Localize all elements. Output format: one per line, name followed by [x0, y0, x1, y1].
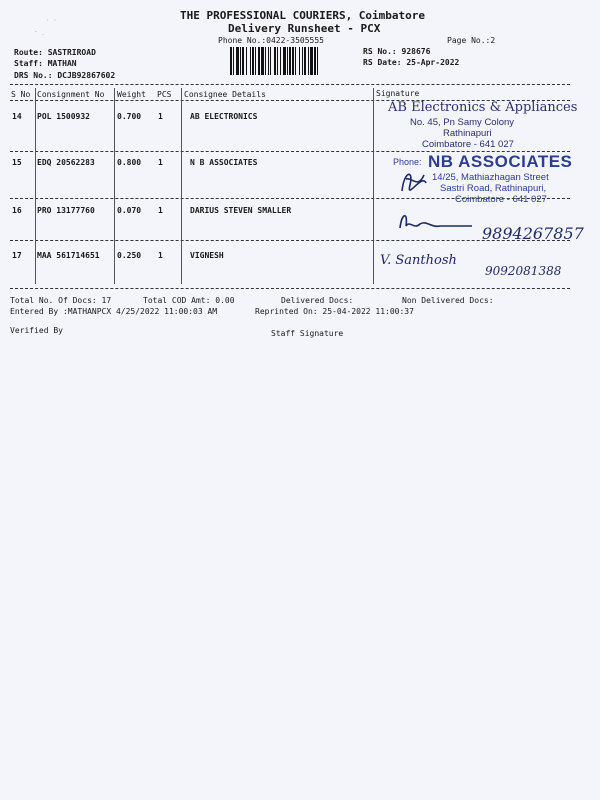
column-divider — [373, 88, 374, 284]
stamp-address-line: Sastri Road, Rathinapuri, — [440, 183, 547, 194]
row-pcs: 1 — [158, 251, 163, 260]
non-delivered-docs: Non Delivered Docs: — [402, 296, 494, 305]
col-header-pcs: PCS — [157, 90, 172, 99]
handwritten-phone: 9092081388 — [485, 264, 562, 278]
row-consignee: VIGNESH — [190, 251, 224, 260]
handwritten-signature: V. Santhosh — [380, 253, 457, 268]
runsheet-title: Delivery Runsheet - PCX — [228, 22, 381, 35]
stamp-address-line: Rathinapuri — [443, 128, 492, 139]
stamp-company-name: AB Electronics & Appliances — [388, 100, 578, 115]
route-label: Route: SASTRIROAD — [14, 48, 96, 57]
signature-scribble-icon — [396, 208, 476, 234]
handwritten-phone: 9894267857 — [482, 224, 584, 243]
staff-label: Staff: MATHAN — [14, 59, 77, 68]
col-header-signature: Signature — [376, 89, 420, 98]
total-cod-amount: Total COD Amt: 0.00 — [143, 296, 235, 305]
row-weight: 0.070 — [117, 206, 142, 215]
signature-scribble-icon — [396, 165, 432, 197]
row-consignment: MAA 561714651 — [37, 251, 100, 260]
staff-signature: Staff Signature — [271, 329, 344, 338]
col-header-consignment: Consignment No — [37, 90, 105, 99]
table-bottom-rule — [10, 288, 570, 289]
row-pcs: 1 — [158, 158, 163, 167]
verified-by: Verified By — [10, 326, 63, 335]
row-consignee: DARIUS STEVEN SMALLER — [190, 206, 292, 215]
table-top-rule — [10, 84, 570, 85]
row-sno: 14 — [12, 112, 22, 121]
rs-number: RS No.: 928676 — [363, 47, 431, 56]
row-sno: 16 — [12, 206, 22, 215]
row-weight: 0.700 — [117, 112, 142, 121]
scan-speckle: · · — [46, 17, 57, 24]
col-header-sno: S No — [11, 90, 31, 99]
row-consignment: POL 1500932 — [37, 112, 90, 121]
stamp-address-line: No. 45, Pn Samy Colony — [410, 117, 515, 128]
total-docs: Total No. Of Docs: 17 — [10, 296, 112, 305]
row-pcs: 1 — [158, 206, 163, 215]
row-consignee: AB ELECTRONICS — [190, 112, 258, 121]
stamp-company-name: NB ASSOCIATES — [428, 152, 573, 171]
row-consignment: PRO 13177760 — [37, 206, 95, 215]
stamp-address-line: Coimbatore - 641 027 — [422, 139, 514, 150]
company-title: THE PROFESSIONAL COURIERS, Coimbatore — [180, 9, 426, 22]
column-divider — [181, 88, 182, 284]
barcode-icon — [230, 47, 354, 75]
entered-by: Entered By :MATHANPCX 4/25/2022 11:00:03 AM — [10, 307, 218, 316]
row-consignee: N B ASSOCIATES — [190, 158, 258, 167]
scan-speckle: ˜ - — [34, 31, 45, 38]
stamp-address-line: Coimbatore - 641 027 — [455, 194, 547, 205]
column-divider — [114, 88, 115, 284]
row-sno: 17 — [12, 251, 22, 260]
col-header-consignee: Consignee Details — [184, 90, 266, 99]
column-divider — [35, 88, 36, 284]
drs-number: DRS No.: DCJB92867602 — [14, 71, 116, 80]
col-header-weight: Weight — [117, 90, 146, 99]
row-sno: 15 — [12, 158, 22, 167]
row-weight: 0.800 — [117, 158, 142, 167]
row-consignment: EDQ 20562283 — [37, 158, 95, 167]
delivered-docs: Delivered Docs: — [281, 296, 354, 305]
phone-number: Phone No.:0422-3505555 — [218, 36, 324, 45]
reprinted-on: Reprinted On: 25-04-2022 11:00:37 — [255, 307, 414, 316]
stamp-phone-label: Phone: — [393, 157, 422, 167]
row-pcs: 1 — [158, 112, 163, 121]
row-weight: 0.250 — [117, 251, 142, 260]
stamp-address-line: 14/25, Mathiazhagan Street — [432, 172, 549, 183]
rs-date: RS Date: 25-Apr-2022 — [363, 58, 460, 67]
page-number: Page No.:2 — [447, 36, 496, 45]
